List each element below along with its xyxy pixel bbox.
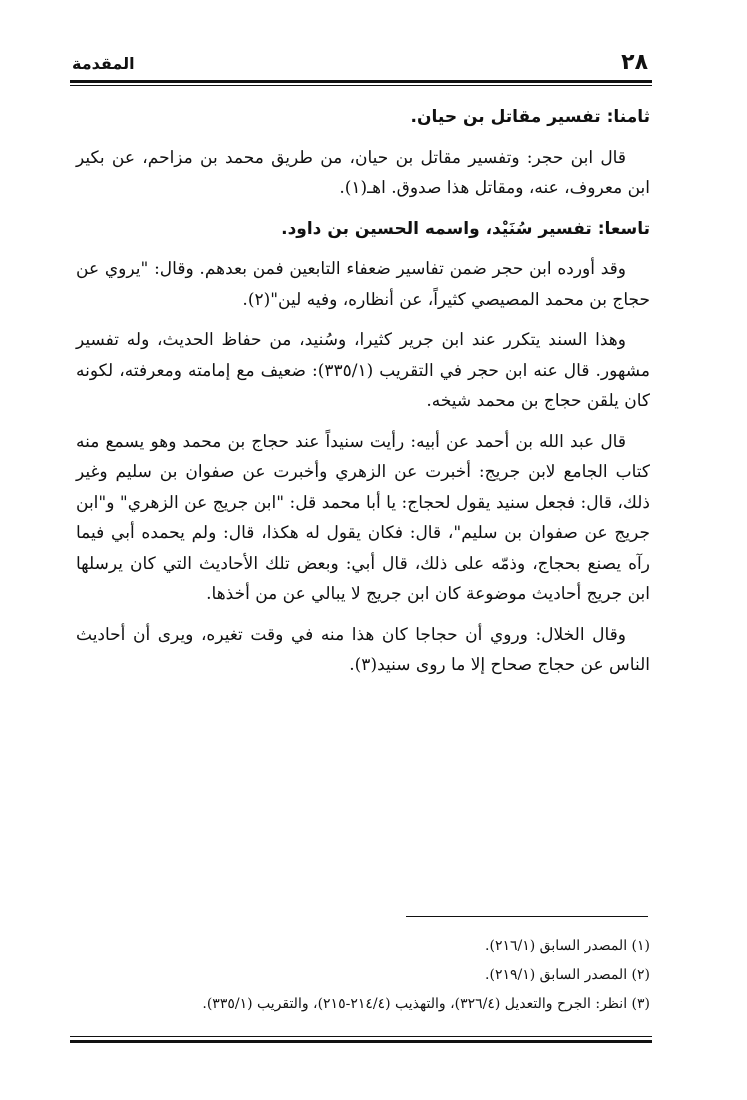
running-section-title: المقدمة bbox=[72, 54, 135, 73]
paragraph: قال ابن حجر: وتفسير مقاتل بن حيان، من طريق محمد بن مزاحم، عن بكير ابن معروف، عنه، ومقاتل هذا صدوق. اهـ(١). bbox=[76, 147, 650, 198]
footer-rule-thin bbox=[70, 1036, 652, 1037]
footnote: (٣) انظر: الجرح والتعديل (٣٢٦/٤)، والتهذيب (٢١٤/٤-٢١٥)، والتقريب (٣٣٥/١). bbox=[202, 996, 650, 1012]
paragraph: وهذا السند يتكرر عند ابن جرير كثيرا، وسُنيد، من حفاظ الحديث، وله تفسير مشهور. قال عنه ابن حجر في التقريب (٣٣٥/١): ضعيف مع إمامته ومعرفته، لكونه كان يلقن حجاج بن محمد شيخه. bbox=[76, 330, 650, 411]
header-rule bbox=[70, 80, 652, 83]
footnote-separator bbox=[406, 916, 648, 917]
heading-tafsir-sunayd: تاسعا: تفسير سُنَيْد، واسمه الحسين بن داود. bbox=[281, 218, 650, 239]
paragraph: قال عبد الله بن أحمد عن أبيه: رأيت سنيداً عند حجاج بن محمد وهو يسمع منه كتاب الجامع لابن جريج: أخبرت عن الزهري وأخبرت عن صفوان بن سليم وغير ذلك، قال: فجعل سنيد يقول لحجاج: يا أبا محمد قل: "ابن جريج عن الزهري" و"ابن جريج عن صفوان بن سليم"، قال: فكان يقول له هكذا، قال: ولم يحمده أبي فيما رآه يصنع بحجاج، وذمّه على ذلك، قال أبي: وبعض تلك الأحاديث التي كان يرسلها ابن جريج أحاديث موضوعة كان ابن جريج لا يبالي عن من أخذها. bbox=[76, 431, 650, 604]
paragraph: وقال الخلال: وروي أن حجاجا كان هذا منه في وقت تغيره، ويرى أن أحاديث الناس عن حجاج صحاح إلا ما روى سنيد(٣). bbox=[76, 624, 650, 675]
footnote: (١) المصدر السابق (٢١٦/١). bbox=[485, 938, 650, 954]
page-number: ٢٨ bbox=[621, 50, 648, 75]
header-rule-thin bbox=[70, 85, 652, 86]
heading-tafsir-muqatil: ثامنا: تفسير مقاتل بن حيان. bbox=[410, 107, 650, 127]
footnote: (٢) المصدر السابق (٢١٩/١). bbox=[485, 967, 650, 983]
body-text bbox=[76, 98, 650, 691]
paragraph: وقد أورده ابن حجر ضمن تفاسير ضعفاء التابعين فمن بعدهم. وقال: "يروي عن حجاج بن محمد المصيصي كثيراً، عن أنظاره، وفيه لين"(٢). bbox=[76, 259, 650, 310]
footer-rule bbox=[70, 1040, 652, 1043]
footnotes bbox=[76, 932, 650, 1019]
page-header bbox=[70, 48, 650, 78]
